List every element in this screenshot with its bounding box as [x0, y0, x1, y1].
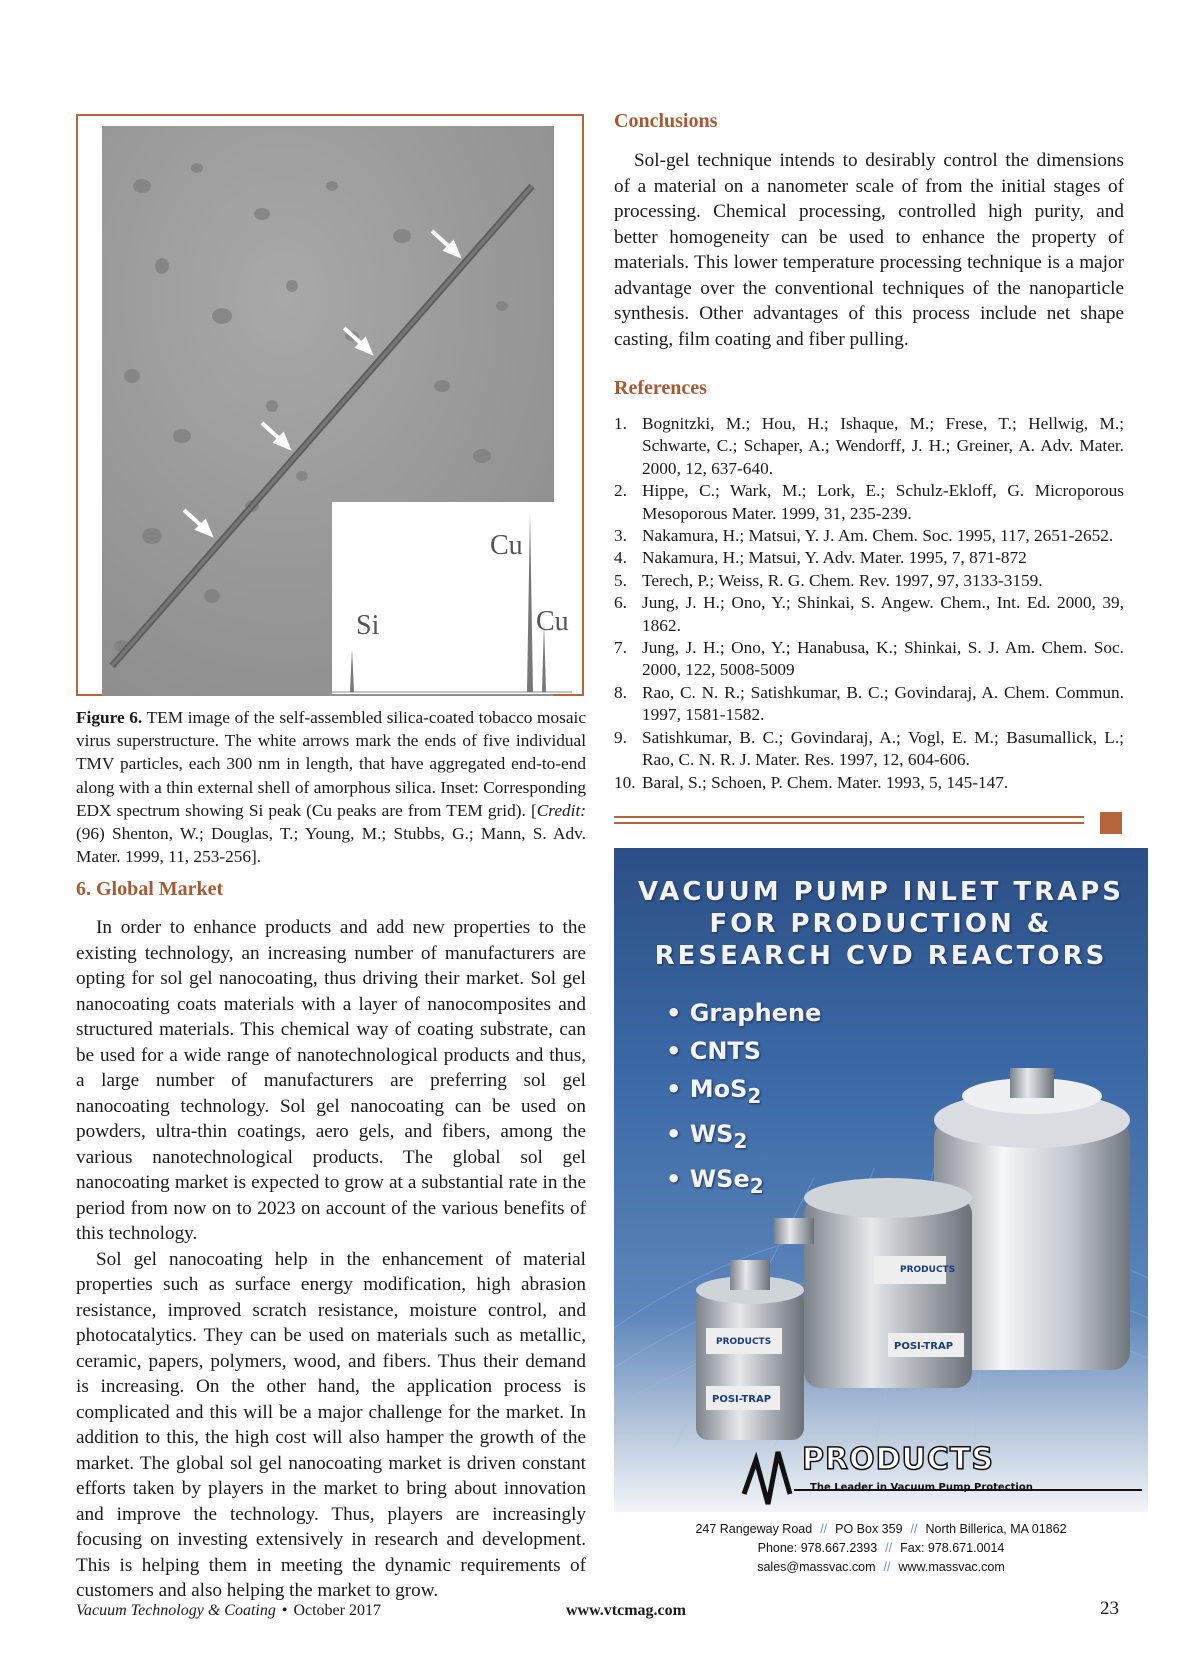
ad-phone: Phone: 978.667.2393	[757, 1541, 878, 1555]
figure-caption-label: Figure 6.	[76, 708, 143, 727]
footer-bullet: •	[281, 1602, 288, 1619]
conclusions-heading: Conclusions	[614, 110, 718, 132]
reference-text: Nakamura, H.; Matsui, Y. J. Am. Chem. Soc. 1995, 117, 2651-2652.	[642, 526, 1114, 546]
inset-label-si: Si	[356, 610, 380, 641]
global-market-paragraph-1: In order to enhance products and add new properties to the existing technology, an increasing number of manufacturers are opting for sol gel nanocoating, thus driving their market. Sol gel nanocoating coats materials with a layer of nanocomposites and structured materials. This chemical way of coating substrate, can be used for a wide range of nanotechnological products and thus, a large number of manufacturers are preferring sol gel nanocoating technology. Sol gel nanocoating can be used on powders, ultra-thin coatings, aero gels, and fibers, among the various nanotechnological products. The global sol gel nanocoating market is expected to grow at a substantial rate in the period from now on to 2023 on account of the various benefits of this technology.	[76, 917, 586, 1244]
reference-item	[614, 547, 1124, 569]
ad-bullet: • MoS$_2$	[666, 1070, 821, 1115]
reference-item	[614, 413, 1124, 480]
conclusions-paragraph: Sol-gel technique intends to desirably control the dimensions of a material on a nanometer scale of from the initial stages of processing. Chemical processing, controlled high purity, and better homogeneity can be used to enhance the property of materials. This lower temperature processing technique is a major advantage over the conventional techniques of the nanoparticle synthesis. Other advantages of this process include net shape casting, film coating and fiber pulling.	[614, 150, 1124, 350]
reference-number: 8.	[614, 682, 627, 702]
ad-city: North Billerica, MA 01862	[925, 1522, 1067, 1536]
ad-bullet: • CNTS	[666, 1032, 821, 1070]
references-heading: References	[614, 377, 707, 399]
ad-fax: Fax: 978.671.0014	[900, 1541, 1005, 1555]
reference-number: 6.	[614, 593, 627, 613]
reference-number: 3.	[614, 526, 627, 546]
ad-contact-info	[614, 1520, 1148, 1577]
global-market-body	[76, 915, 586, 1604]
reference-item	[614, 727, 1124, 772]
reference-text: Baral, S.; Schoen, P. Chem. Mater. 1993, 5, 145-147.	[642, 772, 1009, 792]
reference-text: Satishkumar, B. C.; Govindaraj, A.; Vogl, E. M.; Basumallick, L.; Rao, C. N. R. J. Mater. Res. 1997, 12, 604-606.	[642, 727, 1124, 770]
global-market-heading: 6. Global Market	[76, 878, 224, 900]
publication-name: Vacuum Technology & Coating	[76, 1602, 276, 1619]
separator: //	[883, 1560, 891, 1574]
reference-item	[614, 592, 1124, 637]
divider-square-icon	[1100, 812, 1122, 834]
reference-text: Nakamura, H.; Matsui, Y. Adv. Mater. 1995, 7, 871-872	[642, 548, 1027, 568]
ad-bullet: • WSe$_2$	[666, 1160, 821, 1205]
advertisement[interactable]	[614, 848, 1148, 1512]
reference-item	[614, 682, 1124, 727]
ad-phone-line	[614, 1539, 1148, 1558]
reference-text: Bognitzki, M.; Hou, H.; Ishaque, M.; Frese, T.; Hellwig, M.; Schwarte, C.; Schaper, A.; Wendorff, J. H.; Greiner, A. Adv. Mater. 2000, 12, 637-640.	[642, 414, 1124, 478]
inset-label-cu-bottom: Cu	[536, 606, 569, 637]
ad-logo-text: PRODUCTS	[802, 1442, 994, 1477]
separator: //	[885, 1541, 893, 1555]
ad-bullet-list	[666, 994, 821, 1204]
reference-item	[614, 637, 1124, 682]
reference-text: Jung, J. H.; Ono, Y.; Shinkai, S. Angew. Chem., Int. Ed. 2000, 39, 1862.	[642, 593, 1124, 635]
ad-bullet: • Graphene	[666, 994, 821, 1032]
ad-address-line	[614, 1520, 1148, 1539]
footer-url[interactable]: www.vtcmag.com	[566, 1602, 686, 1619]
ad-headline	[614, 876, 1148, 972]
reference-number: 10.	[614, 772, 636, 792]
footer-publication	[76, 1602, 381, 1620]
issue-date: October 2017	[293, 1602, 381, 1619]
separator: //	[820, 1522, 828, 1536]
ad-headline-line-2: FOR PRODUCTION &	[709, 909, 1053, 939]
ad-bullet: • $WS_2$	[666, 1115, 821, 1160]
global-market-paragraph-2: Sol gel nanocoating help in the enhancement of material properties such as surface energy modification, high abrasion resistance, improved scratch resistance, moisture control, and photocatalytics. They can be used on materials such as metallic, ceramic, papers, polymers, wood, and fibers. Thus their demand is increasing. On the other hand, the application process is complicated and this will be a major challenge for the market. In addition to this, the high cost will also hamper the growth of the market. The global sol gel nanocoating market is driven constant efforts taken by players in the market to bring about innovation and improve the technology. Thus, players are increasingly focusing on investing extensively in research and development. This is helping them in meeting the dynamic requirements of customers and also helping the market to grow.	[76, 1248, 586, 1601]
reference-number: 7.	[614, 638, 627, 658]
ad-email-link[interactable]: sales@massvac.com	[757, 1560, 876, 1574]
reference-text: Jung, J. H.; Ono, Y.; Hanabusa, K.; Shinkai, S. J. Am. Chem. Soc. 2000, 122, 5008-5009	[642, 638, 1124, 680]
ad-label-products-large: PRODUCTS	[900, 1265, 956, 1275]
ad-label-products-small: PRODUCTS	[716, 1337, 772, 1347]
reference-number: 4.	[614, 548, 627, 568]
section-divider	[614, 816, 1084, 824]
ad-headline-line-3: RESEARCH CVD REACTORS	[654, 941, 1108, 971]
ad-tagline: The Leader in Vacuum Pump Protection	[810, 1482, 1033, 1493]
edx-peaks	[332, 502, 572, 694]
ad-label-positrap-large: POSI-TRAP	[894, 1341, 954, 1352]
reference-text: Rao, C. N. R.; Satishkumar, B. C.; Govindaraj, A. Chem. Commun. 1997, 1581-1582.	[642, 682, 1124, 725]
reference-text: Terech, P.; Weiss, R. G. Chem. Rev. 1997, 97, 3133-3159.	[642, 570, 1043, 590]
ad-headline-line-1: VACUUM PUMP INLET TRAPS	[637, 877, 1125, 907]
ad-website-link[interactable]: www.massvac.com	[898, 1560, 1005, 1574]
reference-text: Hippe, C.; Wark, M.; Lork, E.; Schulz-Ekloff, G. Microporous Mesoporous Mater. 1999, 31, 235-239.	[642, 481, 1124, 523]
references-list	[614, 413, 1124, 794]
figure-caption-citation: (96) Shenton, W.; Douglas, T.; Young, M.; Stubbs, G.; Mann, S. Adv. Mater. 1999, 11, 253-256].	[76, 824, 586, 867]
reference-item	[614, 525, 1124, 547]
figure-6	[76, 114, 584, 696]
ad-label-positrap-small: POSI-TRAP	[712, 1394, 772, 1405]
reference-item	[614, 570, 1124, 592]
figure-caption	[76, 706, 586, 868]
ad-address: 247 Rangeway Road	[695, 1522, 813, 1536]
reference-number: 5.	[614, 570, 627, 590]
inset-label-cu-top: Cu	[490, 530, 523, 561]
separator: //	[910, 1522, 918, 1536]
figure-caption-text: TEM image of the self-assembled silica-coated tobacco mosaic virus superstructure. The white arrows mark the ends of five individual TMV particles, each 300 nm in length, that have aggregated end-to-end along with a thin external shell of amorphous silica. Inset: Corresponding EDX spectrum showing Si peak (Cu peaks are from TEM grid). [	[76, 708, 586, 820]
conclusions-body	[614, 148, 1124, 352]
tem-image	[102, 126, 569, 696]
ad-web-line	[614, 1558, 1148, 1577]
reference-number: 1.	[614, 414, 627, 433]
page-number: 23	[1100, 1598, 1119, 1619]
figure-credit-label: Credit:	[536, 800, 586, 820]
edx-spectrum-inset	[332, 502, 572, 694]
reference-item	[614, 772, 1124, 794]
reference-number: 2.	[614, 481, 627, 501]
reference-number: 9.	[614, 727, 627, 747]
ad-po-box: PO Box 359	[835, 1522, 903, 1536]
reference-item	[614, 480, 1124, 525]
